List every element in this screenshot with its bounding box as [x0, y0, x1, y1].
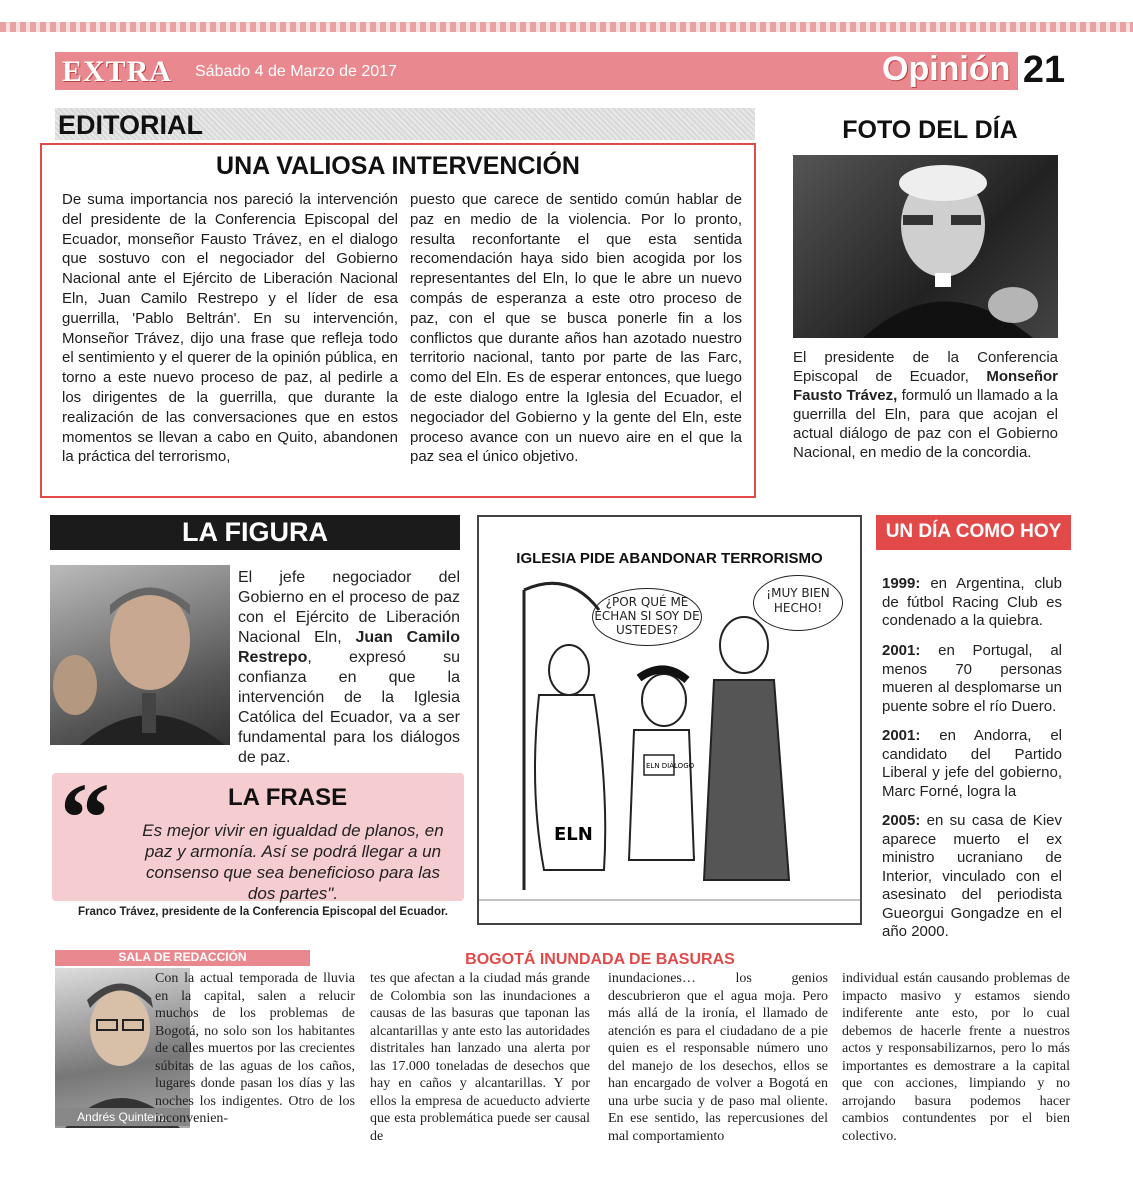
- editorial-column-2: puesto que carece de sentido común hablar de paz en medio de la violencia. Por lo pronto, resulta reconfortante el que esta sentida recomendación haya sido bien acogida por los representantes del Eln, lo que le abre un nuevo compás de esperanza a este otro proceso de paz, con el que se busca ponerle fin a los conflictos que durante años han azotado nuestro territorio nacional, tanto por parte de las Farc, como del Eln. Es de esperar entonces, que luego de este dialogo entre la Iglesia del Ecuador, el negociador del Gobierno y la gente del Eln, este proceso avance con un nuevo aire en el que la paz sea el único objetivo.: [410, 191, 742, 466]
- figure-title: LA FIGURA: [182, 517, 328, 547]
- page-number: 21: [1018, 50, 1070, 90]
- columnist-name: Andrés Quintero.: [55, 1108, 190, 1126]
- entry-year: 1999:: [882, 575, 921, 592]
- newsroom-label: SALA DE REDACCIÓN: [118, 950, 247, 964]
- figure-text-start: El jefe negociador del Gobierno en el proceso de paz con el Ejército de Liberación Nacional Eln,: [238, 569, 460, 646]
- issue-date: Sábado 4 de Marzo de 2017: [195, 63, 397, 80]
- quote-title: LA FRASE: [228, 784, 348, 811]
- photo-caption: [793, 348, 1058, 462]
- entry-text: en Portugal, al menos 70 personas mueren al desplomarse un puente sobre el río Duero.: [882, 642, 1062, 715]
- entry-year: 2001:: [882, 727, 921, 744]
- newsroom-headline: BOGOTÁ INUNDADA DE BASURAS: [465, 951, 735, 968]
- cartoon-eln-label: ELN: [554, 824, 593, 845]
- entry-year: 2005:: [882, 812, 921, 829]
- quote-marks-icon: “: [60, 762, 110, 873]
- bishop-photo: [793, 155, 1058, 338]
- cartoon-title: IGLESIA PIDE ABANDONAR TERRORISMO: [516, 550, 823, 567]
- restrepo-portrait-icon: [50, 565, 230, 745]
- caption-bold-name: Monseñor Fausto Trávez,: [793, 368, 1058, 404]
- caption-text: El presidente de la Conferencia Episcopal de Ecuador,: [793, 349, 1058, 385]
- photo-of-day-title: FOTO DEL DÍA: [842, 116, 1018, 144]
- on-this-day-entry: [882, 575, 1062, 631]
- restrepo-photo: [50, 565, 230, 745]
- figure-text: [238, 568, 460, 768]
- caption-text-end: formuló un llamado a la guerrilla del Eln, para que acojan el actual diálogo de paz con el Gobierno Nacional, en medio de la concordia.: [793, 387, 1058, 461]
- speech-bubble-bishop: ¡MUY BIEN HECHO!: [753, 575, 843, 631]
- figure-text-end: , expresó su confianza en que la intervención de la Iglesia Católica del Ecuador, va a ser fundamental para los diálogos de paz.: [238, 649, 460, 766]
- editorial-column-1: De suma importancia nos pareció la intervención del presidente de la Conferencia Episcopal del Ecuador, monseñor Fausto Trávez, en el dialogo que sostuvo con el negociador del Gobierno Nacional ante el Ejército de Liberación Nacional Eln, Juan Camilo Restrepo y el líder de esa guerrilla, 'Pablo Beltrán'. En su intervención, Monseñor Trávez, dijo una frase que refleja todo el sentimiento y el querer de la opinión pública, en torno a este nuevo proceso de paz, al pedirle a los dirigentes de la guerrilla, que durante la realización de las conversaciones que en estos momentos se llevan a cabo en Quito, abandonen la práctica del terrorismo,: [62, 191, 398, 466]
- newsroom-column-4: individual están causando problemas de impacto masivo y estamos siendo indiferente ante esto, por lo cual debemos de hacerle frente a nuestros actos y responsabilizarnos, pero lo más importantes es demostrare a la capital que con acciones, limpiando y no arrojando basura podemos hacer cambios contundentes por el bien colectivo.: [842, 971, 1070, 1144]
- quote-author: Franco Trávez, presidente de la Conferencia Episcopal del Ecuador.: [77, 906, 449, 918]
- newspaper-logo: EXTRA: [62, 55, 173, 88]
- on-this-day-entry: [882, 727, 1062, 801]
- section-title: Opinión: [882, 50, 1011, 88]
- newsroom-column-3: inundaciones… los genios descubrieron que el agua moja. Pero más allá de la ironía, el llamado de atención es para el ciudadano de a pie quien es el responsable número uno del manejo de los desechos, ellos se han encargado de volver a Bogotá en una urbe sucia y de paso mal oliente. En ese sentido, las repercusiones del mal comportamiento: [608, 971, 828, 1144]
- on-this-day-title: UN DÍA COMO HOY: [885, 521, 1062, 542]
- bishop-portrait-icon: [793, 155, 1058, 338]
- entry-year: 2001:: [882, 642, 921, 659]
- newsroom-column-1: Con la actual temporada de lluvia en la capital, salen a relucir muchos de los problemas de Bogotá, no solo son los habitantes de calles muertos por las crecientes súbitas de las aguas de los caños, lugares donde pasan los días y las noches los indigentes. Otro de los inconvenien-: [155, 971, 355, 1126]
- editorial-label: EDITORIAL: [58, 110, 204, 140]
- newsroom-column-2: tes que afectan a la ciudad más grande de Colombia son las inundaciones a causas de las basuras que taponan las alcantarillas y ante esto las autoridades distritales han lanzado una alerta por las 17.000 toneladas de desechos que hay en caños y alcantarillas. Y por ellos la empresa de acueducto advierte que esta problemática puede ser causal de: [370, 971, 590, 1144]
- top-stripe: [0, 22, 1133, 32]
- editorial-headline: UNA VALIOSA INTERVENCIÓN: [216, 152, 580, 180]
- figure-bold-name: Juan Camilo Restrepo: [238, 629, 460, 666]
- entry-text: en su casa de Kiev aparece muerto el ex ministro ucraniano de Interior, vinculado con el asesinato del periodista Gueorgui Gongadze en el año 2000.: [882, 812, 1062, 940]
- quote-text: Es mejor vivir en igualdad de planos, en paz y armonía. Así se podrá llegar a un consenso que sea beneficioso para las dos partes".: [142, 821, 444, 903]
- cartoon-badge-label: ELN DIÁLOGO: [646, 762, 695, 770]
- entry-text: en Argentina, club de fútbol Racing Club es condenado a la quiebra.: [882, 575, 1062, 629]
- on-this-day-entry: [882, 812, 1062, 942]
- speech-bubble-reaper: ¿POR QUÉ ME ECHAN SI SOY DE USTEDES?: [592, 588, 702, 646]
- on-this-day-entry: [882, 642, 1062, 716]
- entry-text: en Andorra, el candidato del Partido Liberal y jefe del gobierno, Marc Forné, logra la: [882, 727, 1062, 800]
